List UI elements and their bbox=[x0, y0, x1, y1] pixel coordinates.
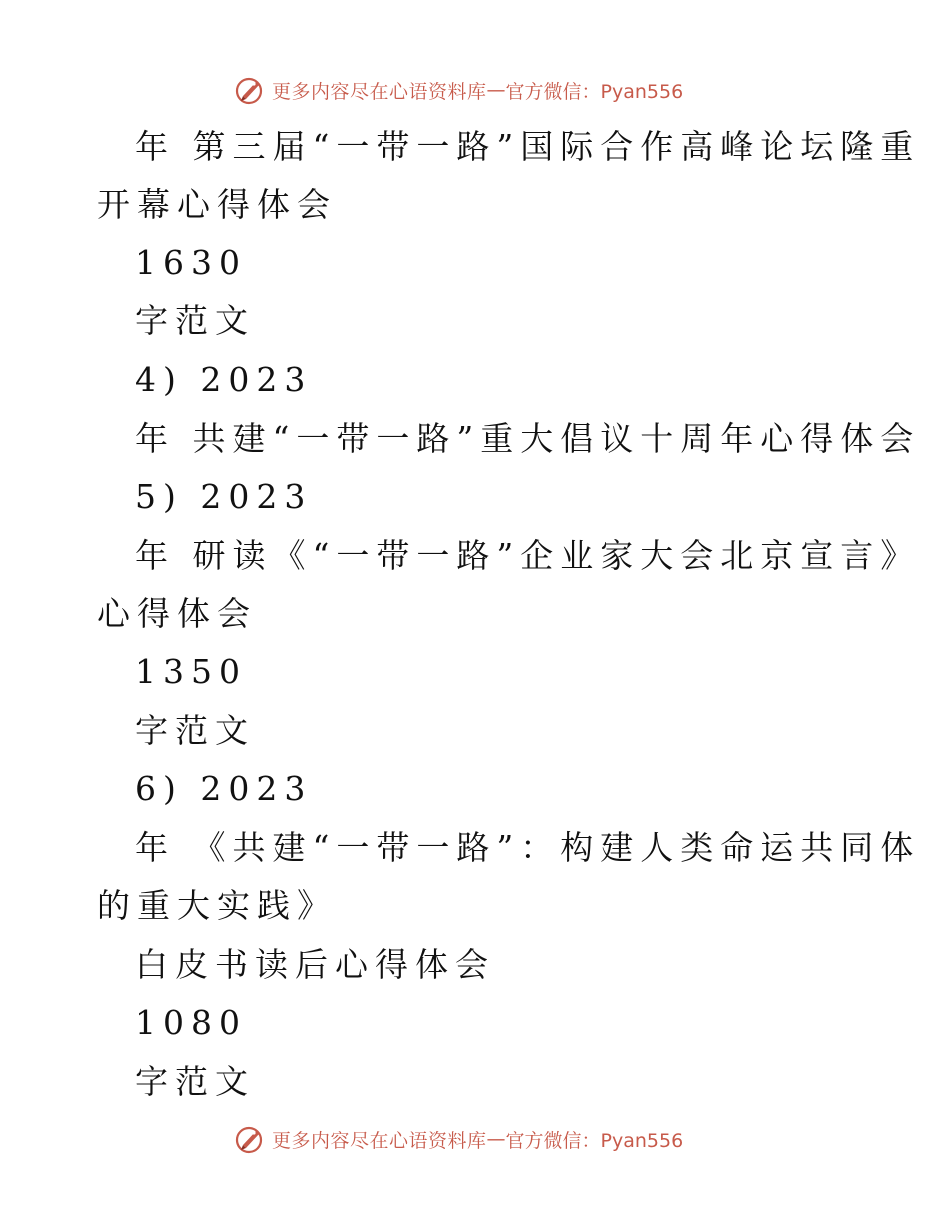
text-line: 年 第三届“一带一路”国际合作高峰论坛隆重 bbox=[135, 127, 921, 166]
footer-banner bbox=[234, 1121, 714, 1157]
header-separator: — bbox=[486, 79, 506, 101]
text-line: 心得体会 bbox=[97, 594, 257, 633]
text-line: 字范文 bbox=[135, 1062, 255, 1101]
text-line: 年 研读《“一带一路”企业家大会北京宣言》 bbox=[135, 536, 921, 575]
text-line: 1080 bbox=[135, 1003, 247, 1042]
text-line: 白皮书读后心得体会 bbox=[135, 945, 495, 984]
footer-brand-text: 更多内容尽在心语资料库 bbox=[272, 1129, 487, 1152]
text-line: 开幕心得体会 bbox=[97, 185, 337, 224]
text-line: 1350 bbox=[135, 652, 247, 691]
text-line: 年 共建“一带一路”重大倡议十周年心得体会 bbox=[135, 419, 921, 458]
text-line: 年 《共建“一带一路”：构建人类命运共同体 bbox=[135, 828, 921, 867]
text-line: 的重大实践》 bbox=[97, 886, 337, 925]
footer-wechat-text: 官方微信：Pyan556 bbox=[505, 1129, 684, 1152]
text-line: 5) 2023 bbox=[135, 477, 313, 516]
text-line: 4) 2023 bbox=[135, 360, 313, 399]
pen-logo-icon bbox=[234, 1123, 266, 1155]
header-wechat-text: 官方微信：Pyan556 bbox=[505, 80, 684, 103]
text-line: 字范文 bbox=[135, 301, 255, 340]
header-brand-text: 更多内容尽在心语资料库 bbox=[272, 80, 487, 103]
text-line: 1630 bbox=[135, 243, 247, 282]
footer-separator: — bbox=[486, 1128, 506, 1150]
text-line: 6) 2023 bbox=[135, 769, 313, 808]
text-line: 字范文 bbox=[135, 711, 255, 750]
